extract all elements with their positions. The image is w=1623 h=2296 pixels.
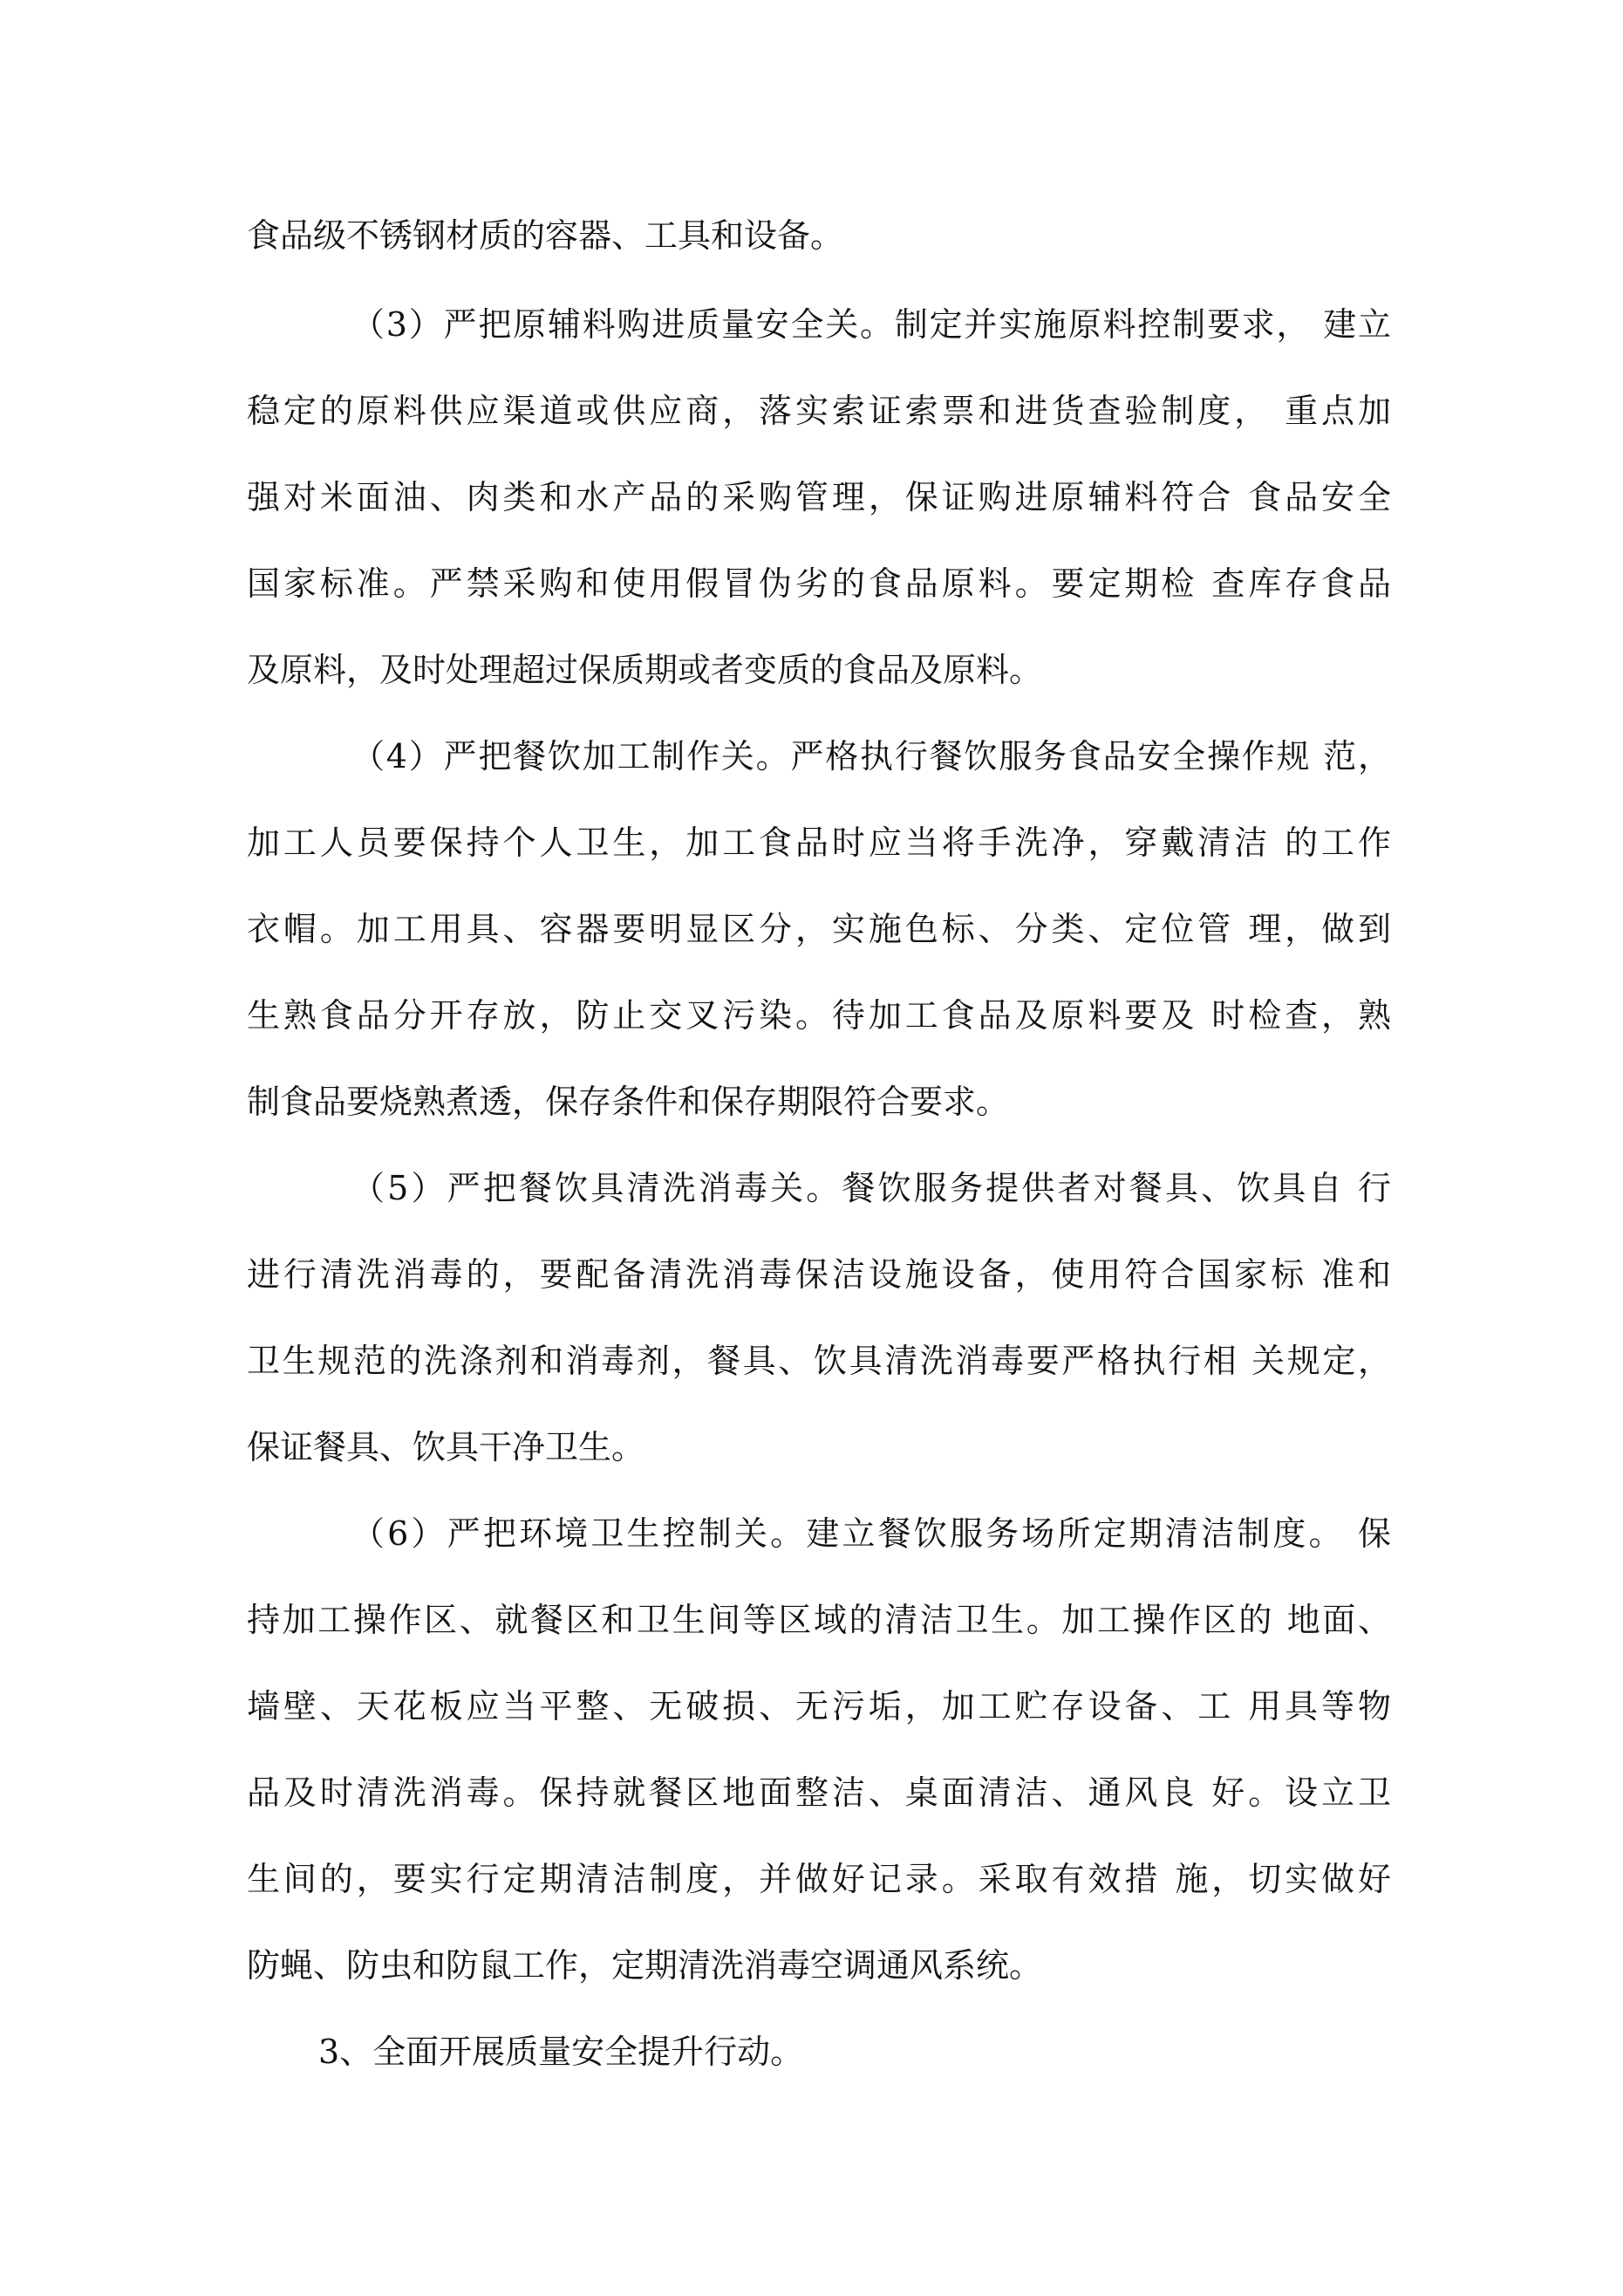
paragraph-intro-line: 食品级不锈钢材质的容器、工具和设备。 [247, 216, 844, 255]
paragraph-5-line: 进行清洗消毒的，要配备清洗消毒保洁设施设备，使用符合国家标 准和 [247, 1255, 1391, 1294]
paragraph-3-line: 国家标准。严禁采购和使用假冒伪劣的食品原料。要定期检 查库存食品 [247, 564, 1391, 603]
paragraph-4-line: （4）严把餐饮加工制作关。严格执行餐饮服务食品安全操作规 范， [351, 737, 1391, 776]
paragraph-3-line: 强对米面油、肉类和水产品的采购管理，保证购进原辅料符合 食品安全 [247, 478, 1391, 516]
paragraph-4-line: 制食品要烧熟煮透，保存条件和保存期限符合要求。 [247, 1083, 1010, 1121]
paragraph-6-line: 生间的，要实行定期清洁制度，并做好记录。采取有效措 施，切实做好 [247, 1860, 1391, 1898]
paragraph-6-line: 持加工操作区、就餐区和卫生间等区域的清洁卫生。加工操作区的 地面、 [247, 1601, 1391, 1639]
paragraph-3-line: 稳定的原料供应渠道或供应商，落实索证索票和进货查验制度， 重点加 [247, 392, 1391, 430]
paragraph-5-line: 卫生规范的洗涤剂和消毒剂，餐具、饮具清洗消毒要严格执行相 关规定， [247, 1342, 1391, 1380]
paragraph-5-line: 保证餐具、饮具干净卫生。 [247, 1428, 645, 1466]
paragraph-4-line: 生熟食品分开存放，防止交叉污染。待加工食品及原料要及 时检查，熟 [247, 996, 1391, 1035]
paragraph-3-line: 及原料，及时处理超过保质期或者变质的食品及原料。 [247, 651, 1043, 689]
paragraph-5-line: （5）严把餐饮具清洗消毒关。餐饮服务提供者对餐具、饮具自 行 [351, 1169, 1391, 1207]
section-3-heading: 3、全面开展质量安全提升行动。 [318, 2033, 804, 2071]
paragraph-6-line: （6）严把环境卫生控制关。建立餐饮服务场所定期清洁制度。 保 [351, 1514, 1391, 1553]
paragraph-3-line: （3）严把原辅料购进质量安全关。制定并实施原料控制要求， 建立 [351, 305, 1391, 344]
paragraph-6-line: 品及时清洗消毒。保持就餐区地面整洁、桌面清洁、通风良 好。设立卫 [247, 1773, 1391, 1812]
paragraph-6-line: 防蝇、防虫和防鼠工作，定期清洗消毒空调通风系统。 [247, 1946, 1043, 1985]
paragraph-4-line: 衣帽。加工用具、容器要明显区分，实施色标、分类、定位管 理，做到 [247, 910, 1391, 948]
paragraph-4-line: 加工人员要保持个人卫生，加工食品时应当将手洗净，穿戴清洁 的工作 [247, 823, 1391, 862]
paragraph-6-line: 墙壁、天花板应当平整、无破损、无污垢，加工贮存设备、工 用具等物 [247, 1687, 1391, 1725]
